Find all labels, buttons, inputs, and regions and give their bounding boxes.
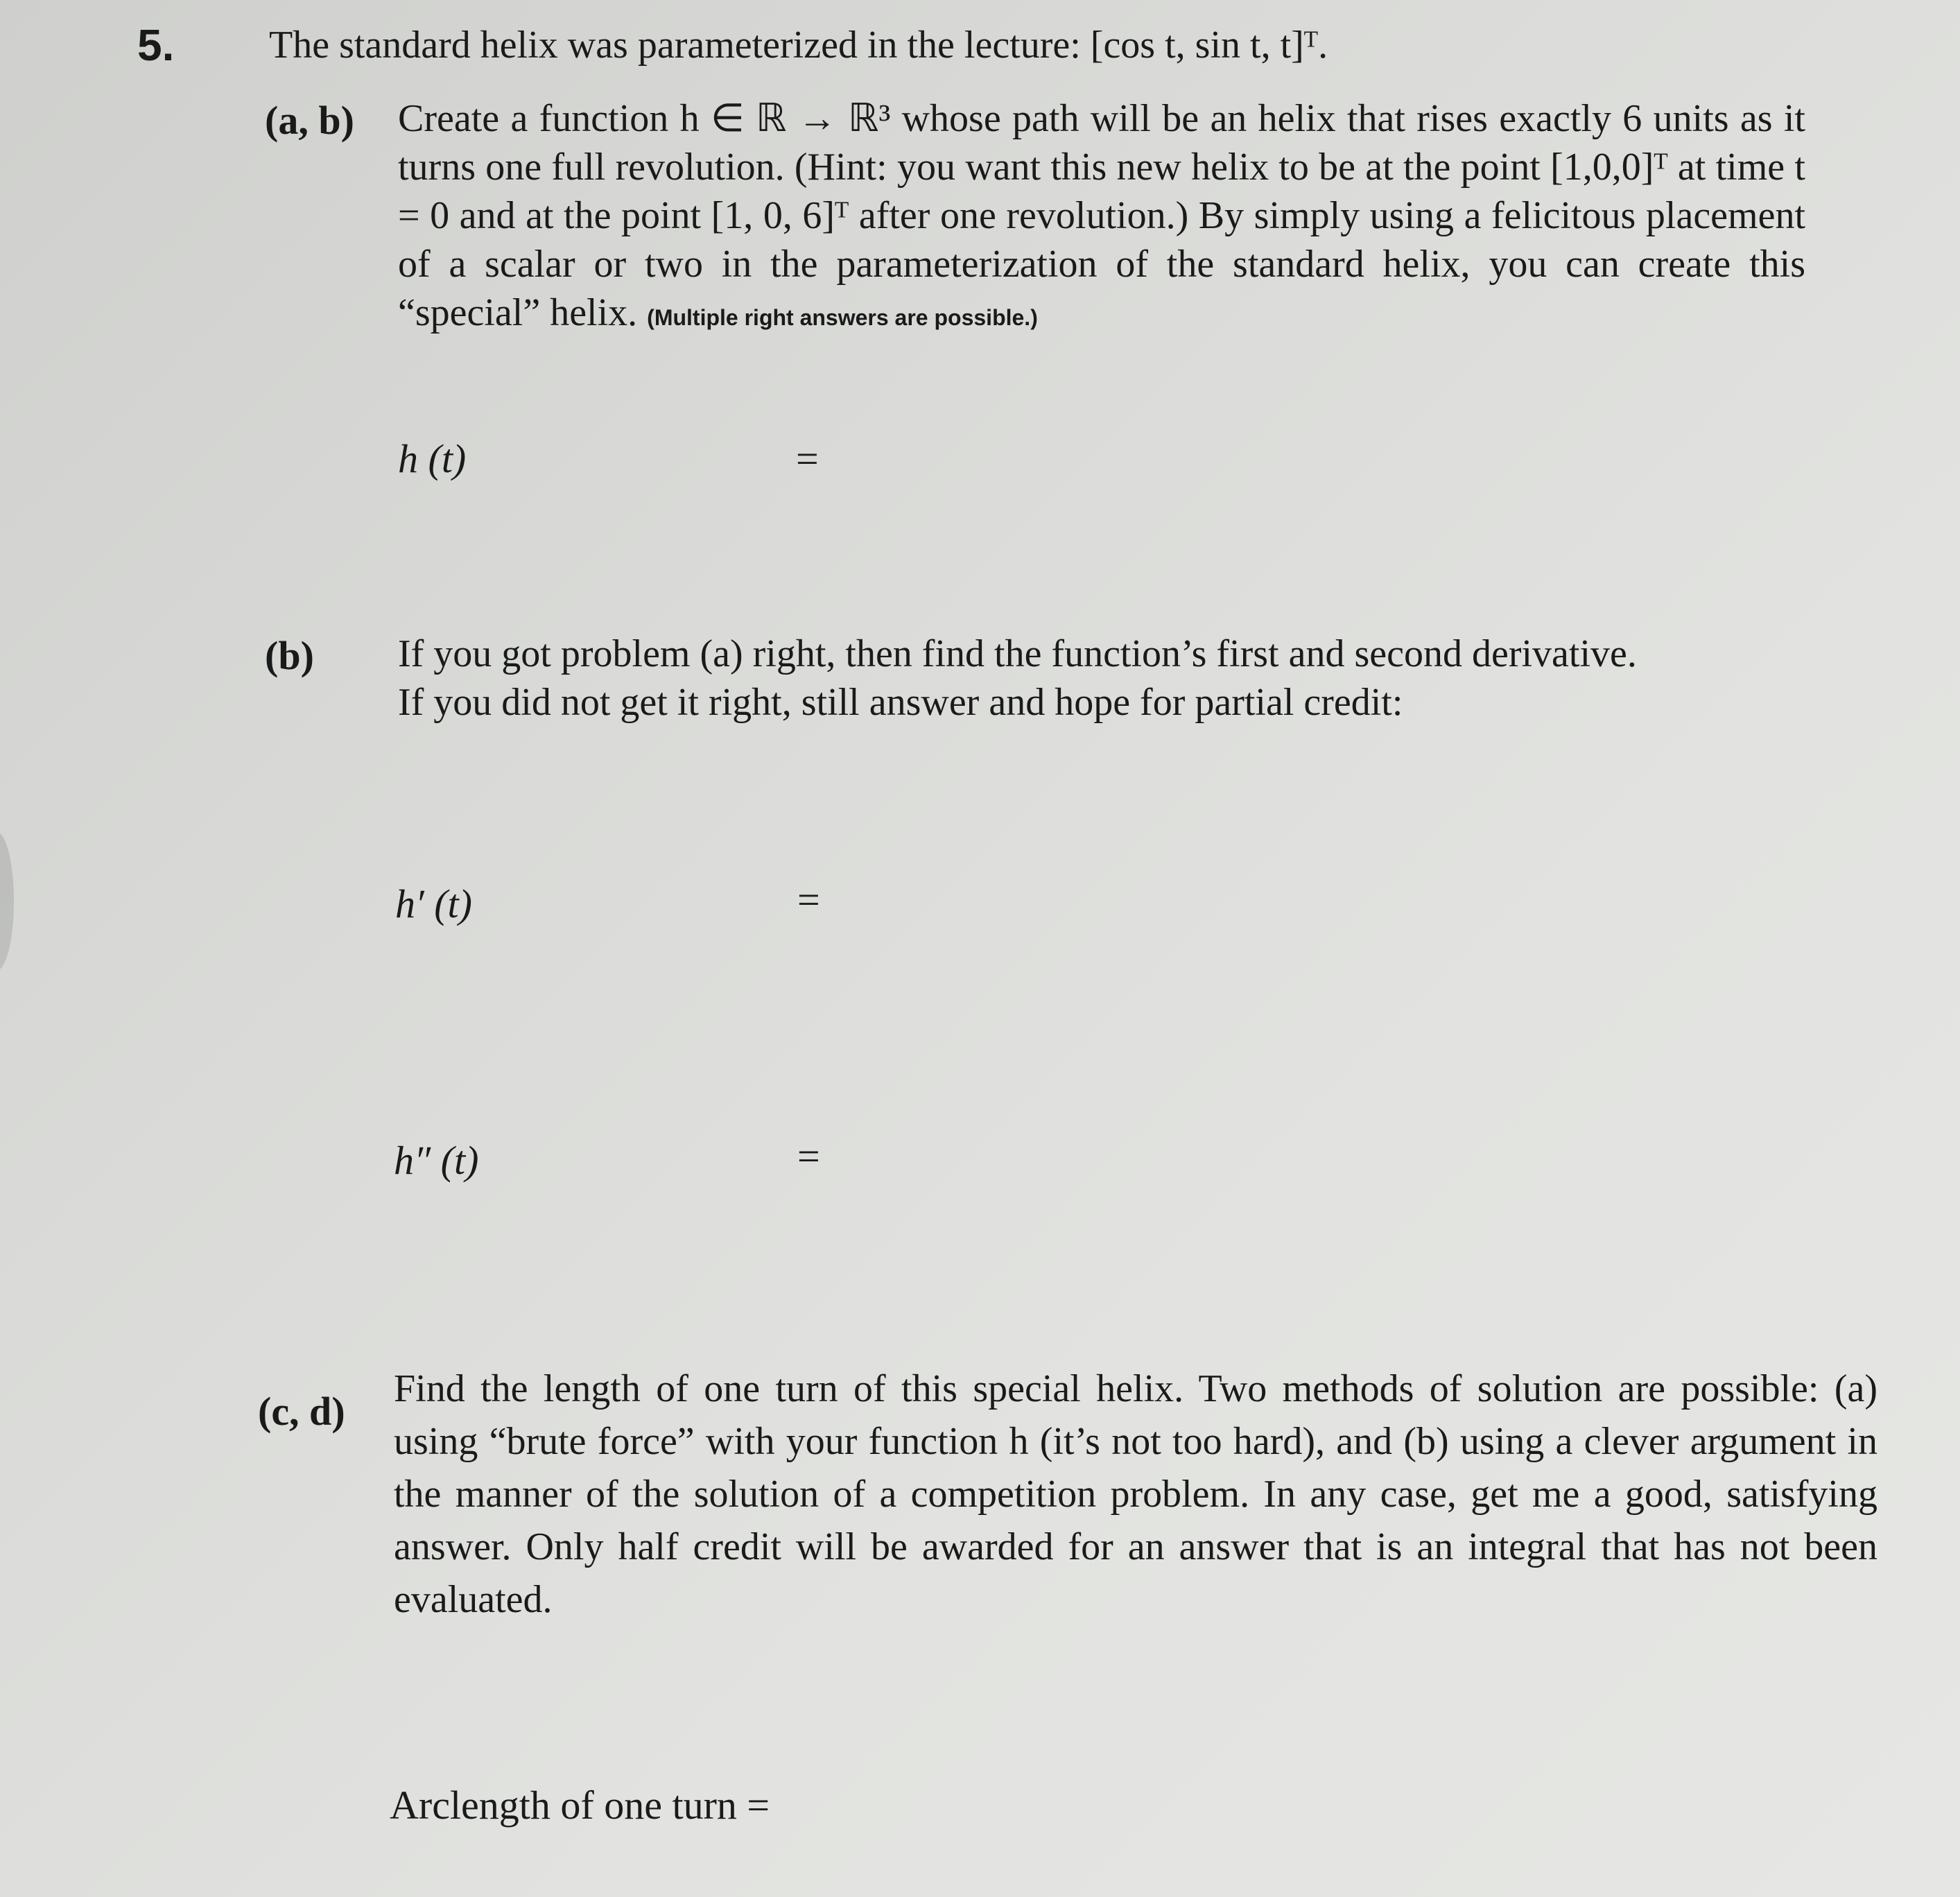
part-b-label: (b) xyxy=(265,633,314,678)
part-ab-label: (a, b) xyxy=(265,98,354,143)
page-edge-shadow xyxy=(0,832,14,971)
part-ab-body: Create a function h ∈ ℝ → ℝ³ whose path will be an helix that rises exactly 6 units as it turns one full revolution. (Hint: you want this new helix to be at the point [1,0,0]ᵀ at time t = 0 and at the point [1, 0, 6]ᵀ after one revolution.) By simply using a felicitous placement of a scalar or two in the parameterization of the standard helix, you can create this “special” helix. xyxy=(398,97,1805,334)
part-b-line2: If you did not get it right, still answer and hope for partial credit: xyxy=(398,681,1403,724)
h-double-prime-t-equals: = xyxy=(797,1134,820,1179)
h-prime-t-equals: = xyxy=(797,877,820,922)
part-ab-note: (Multiple right answers are possible.) xyxy=(647,305,1038,330)
question-intro: The standard helix was parameterized in the lecture: [cos t, sin t, t]ᵀ. xyxy=(269,24,1328,67)
part-ab-text xyxy=(398,94,1805,342)
h-double-prime-t-label: h″ (t) xyxy=(394,1138,479,1183)
part-b-line1: If you got problem (a) right, then find the function’s first and second derivative. xyxy=(398,632,1637,675)
part-cd-label: (c, d) xyxy=(258,1389,345,1434)
part-cd-text: Find the length of one turn of this special helix. Two methods of solution are possible: (a) using “brute force” with your function h (it’s not too hard), and (b) using a clever argument in the manner of the solution of a competition problem. In any case, get me a good, satisfying answer. Only half credit will be awarded for an answer that is an integral that has not been evaluated. xyxy=(394,1367,1877,1621)
h-prime-t-label: h′ (t) xyxy=(395,881,472,926)
h-t-label: h (t) xyxy=(398,436,467,481)
arclength-label: Arclength of one turn = xyxy=(390,1783,770,1828)
h-t-equals: = xyxy=(796,436,819,481)
question-number: 5. xyxy=(137,20,175,70)
